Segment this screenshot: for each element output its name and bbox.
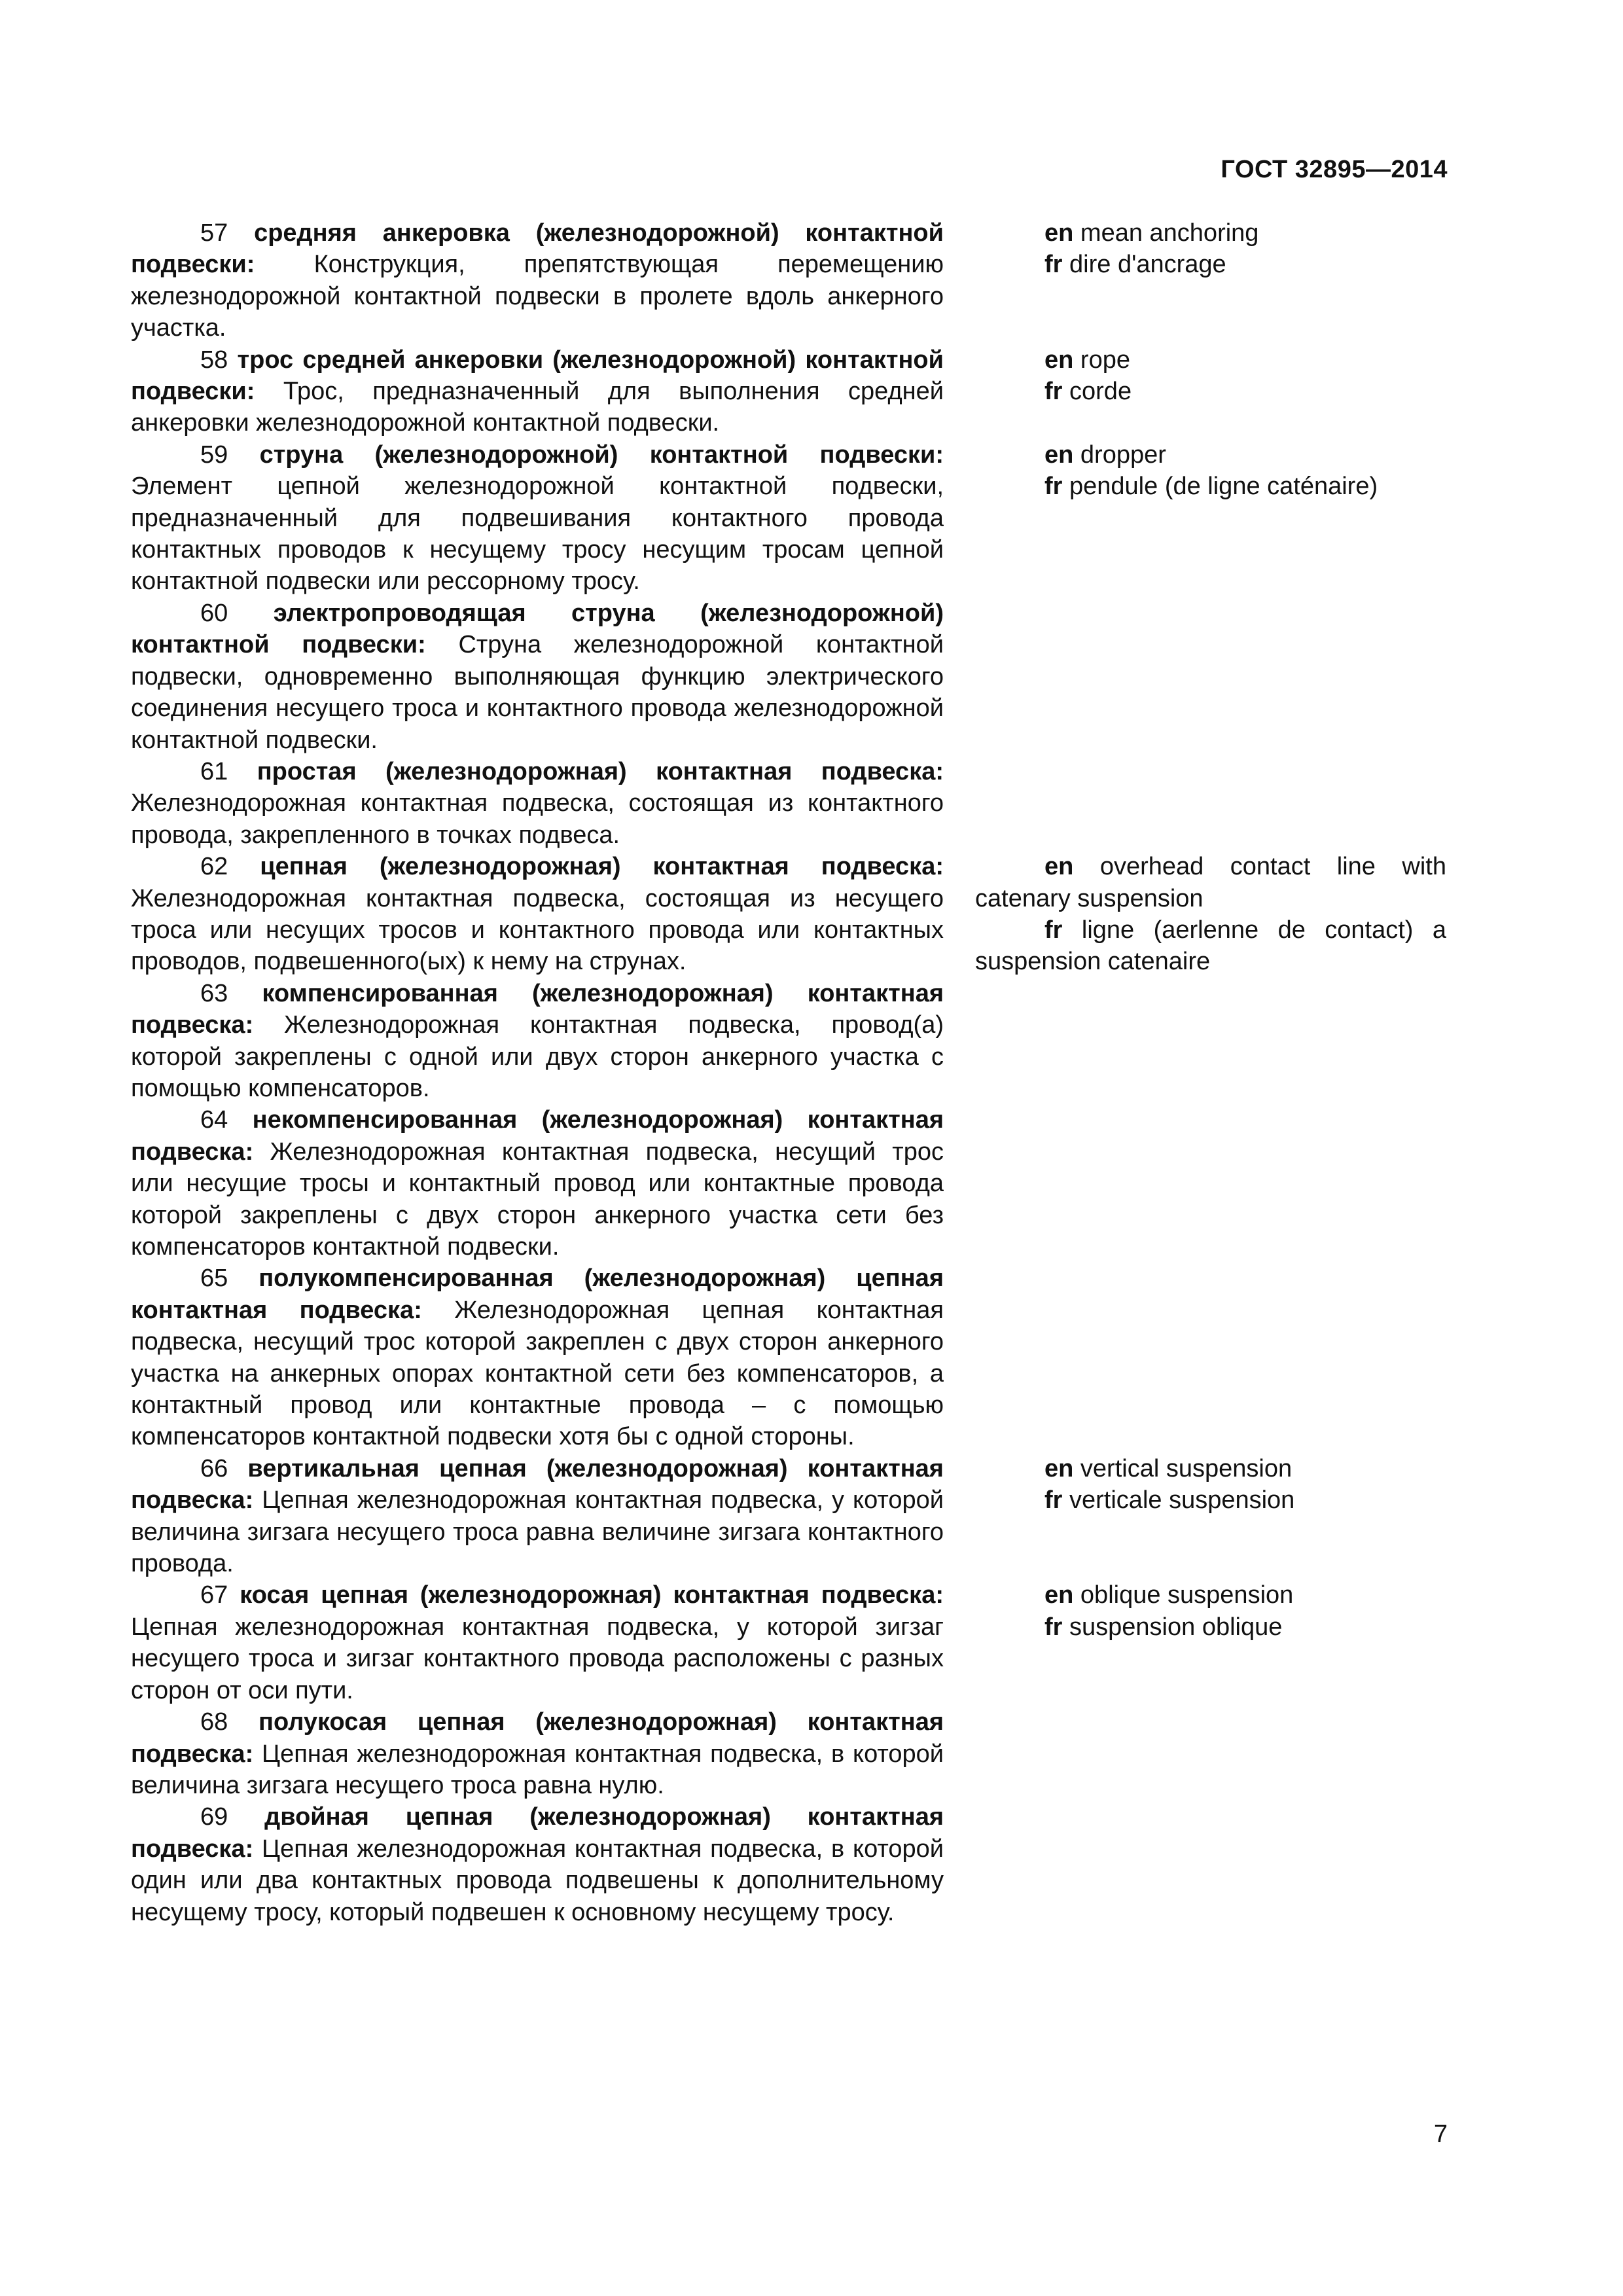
term-definition: Железнодорожная контактная подвеска, состоящая из несущего троса или несущих тросов и контактного провода или контактных проводов, подвешенного(ых) к нему на струнах. bbox=[131, 884, 944, 976]
term-name: средняя анкеровка (железнодорожной) контактной подвески: bbox=[131, 219, 944, 279]
term-definition: Железнодорожная контактная подвеска, состоящая из контактного провода, закрепленного в точках подвеса. bbox=[131, 789, 944, 849]
term-main bbox=[131, 756, 944, 851]
term-name: цепная (железнодорожная) контактная подвеска: bbox=[260, 853, 944, 881]
term-main bbox=[131, 439, 944, 598]
term-main bbox=[131, 851, 944, 978]
equivalent-fr: fr corde bbox=[1044, 378, 1132, 406]
term-entry-65 bbox=[131, 1263, 1453, 1452]
term-number: 69 bbox=[200, 1803, 228, 1831]
page-number: 7 bbox=[1433, 2121, 1448, 2148]
term-number: 67 bbox=[200, 1581, 228, 1609]
term-equivalents bbox=[975, 1579, 1446, 1643]
term-number: 62 bbox=[200, 853, 228, 881]
term-number: 68 bbox=[200, 1708, 228, 1736]
term-definition: Конструкция, препятствующая перемещению железнодорожной контактной подвески в пролете вдоль анкерного участка. bbox=[131, 251, 944, 342]
term-definition: Цепная железнодорожная контактная подвеска, у которой зигзаг несущего троса и зигзаг контактного провода расположены с разных сторон от оси пути. bbox=[131, 1613, 944, 1704]
term-definition: Железнодорожная контактная подвеска, несущий трос или несущие тросы и контактный провод или контактные провода которой закреплены с двух сторон анкерного участка сети без компенсаторов контактной подвески. bbox=[131, 1138, 944, 1261]
term-entry-67 bbox=[131, 1579, 1453, 1706]
term-main bbox=[131, 978, 944, 1105]
term-name: вертикальная цепная (железнодорожная) контактная подвеска: bbox=[131, 1454, 944, 1515]
term-name: полукосая цепная (железнодорожная) контактная подвеска: bbox=[131, 1708, 944, 1768]
equivalent-fr: fr suspension oblique bbox=[1044, 1613, 1283, 1641]
term-equivalents bbox=[975, 851, 1446, 978]
term-name: двойная цепная (железнодорожная) контактная подвеска: bbox=[131, 1803, 944, 1863]
lang-label-en: en bbox=[1044, 219, 1074, 247]
term-name: полукомпенсированная (железнодорожная) цепная контактная подвеска: bbox=[131, 1265, 944, 1324]
term-definition: Струна железнодорожной контактной подвески, одновременно выполняющая функцию электрического соединения несущего троса и контактного провода железнодорожной контактной подвески. bbox=[131, 631, 944, 754]
term-name: струна (железнодорожной) контактной подвески: bbox=[259, 440, 944, 469]
equivalent-fr: fr pendule (de ligne caténaire) bbox=[1044, 473, 1378, 501]
term-definition: Железнодорожная цепная контактная подвеска, несущий трос которой закреплен с двух сторон анкерного участка на анкерных опорах контактной сети без компенсаторов, а контактный провод или контактные провода – с помощью компенсаторов контактной подвески хотя бы с одной стороны. bbox=[131, 1296, 944, 1451]
term-definition: Железнодорожная контактная подвеска, провод(а) которой закреплены с одной или двух сторон анкерного участка с помощью компенсаторов. bbox=[131, 1011, 944, 1102]
term-number: 61 bbox=[200, 757, 228, 785]
lang-label-en: en bbox=[1044, 346, 1074, 374]
lang-label-fr: fr bbox=[1044, 1486, 1063, 1515]
term-entry-68 bbox=[131, 1706, 1453, 1801]
equivalent-en: en oblique suspension bbox=[1044, 1581, 1294, 1609]
term-equivalents bbox=[975, 1453, 1446, 1516]
term-entry-60 bbox=[131, 598, 1453, 756]
term-entry-58 bbox=[131, 344, 1453, 439]
term-main bbox=[131, 1453, 944, 1580]
term-number: 59 bbox=[200, 440, 228, 469]
equivalent-en: en rope bbox=[1044, 346, 1130, 374]
lang-label-fr: fr bbox=[1044, 378, 1063, 406]
equivalent-fr: fr verticale suspension bbox=[1044, 1486, 1295, 1515]
equivalent-fr: fr ligne (aerlenne de contact) a suspension catenaire bbox=[975, 916, 1446, 976]
lang-label-fr: fr bbox=[1044, 473, 1063, 501]
term-entry-57 bbox=[131, 217, 1453, 344]
term-name: электропроводящая струна (железнодорожной) контактной подвески: bbox=[131, 599, 944, 659]
lang-label-en: en bbox=[1044, 853, 1074, 881]
term-name: некомпенсированная (железнодорожная) контактная подвеска: bbox=[131, 1106, 944, 1166]
term-main bbox=[131, 1263, 944, 1452]
term-name: компенсированная (железнодорожная) контактная подвеска: bbox=[131, 979, 944, 1039]
lang-label-fr: fr bbox=[1044, 251, 1063, 279]
term-entry-63 bbox=[131, 978, 1453, 1105]
term-definition: Цепная железнодорожная контактная подвеска, у которой величина зигзага несущего троса равна величине зигзага контактного провода. bbox=[131, 1486, 944, 1578]
terms-list bbox=[131, 217, 1453, 1928]
term-definition: Элемент цепной железнодорожной контактной подвески, предназначенный для подвешивания контактного провода контактных проводов к несущему тросу несущим тросам цепной контактной подвески или рессорному тросу. bbox=[131, 473, 944, 596]
term-entry-59 bbox=[131, 439, 1453, 598]
term-main bbox=[131, 344, 944, 439]
term-number: 57 bbox=[200, 219, 228, 247]
term-number: 60 bbox=[200, 599, 228, 627]
term-definition: Цепная железнодорожная контактная подвеска, в которой один или два контактных провода подвешены к дополнительному несущему тросу, который подвешен к основному несущему тросу. bbox=[131, 1835, 944, 1926]
term-equivalents bbox=[975, 344, 1446, 408]
lang-label-fr: fr bbox=[1044, 916, 1063, 944]
term-number: 64 bbox=[200, 1106, 228, 1134]
lang-label-en: en bbox=[1044, 1454, 1074, 1482]
term-main bbox=[131, 1104, 944, 1263]
equivalent-en: en vertical suspension bbox=[1044, 1454, 1293, 1482]
term-number: 65 bbox=[200, 1265, 228, 1293]
lang-label-en: en bbox=[1044, 1581, 1074, 1609]
term-main bbox=[131, 217, 944, 344]
term-number: 58 bbox=[200, 346, 228, 374]
equivalent-fr: fr dire d'ancrage bbox=[1044, 251, 1226, 279]
term-number: 63 bbox=[200, 979, 228, 1007]
equivalent-en: en dropper bbox=[1044, 440, 1166, 469]
term-main bbox=[131, 1579, 944, 1706]
term-equivalents bbox=[975, 439, 1446, 503]
equivalent-en: en mean anchoring bbox=[1044, 219, 1259, 247]
term-name: трос средней анкеровки (железнодорожной) контактной подвески: bbox=[131, 346, 944, 406]
term-entry-64 bbox=[131, 1104, 1453, 1263]
term-entry-62 bbox=[131, 851, 1453, 978]
term-definition: Цепная железнодорожная контактная подвеска, в которой величина зигзага несущего троса равна нулю. bbox=[131, 1740, 944, 1799]
term-number: 66 bbox=[200, 1454, 228, 1482]
lang-label-en: en bbox=[1044, 440, 1074, 469]
term-main bbox=[131, 1706, 944, 1801]
term-name: простая (железнодорожная) контактная подвеска: bbox=[257, 757, 944, 785]
page-header-standard: ГОСТ 32895—2014 bbox=[1221, 156, 1448, 183]
term-main bbox=[131, 598, 944, 756]
term-entry-61 bbox=[131, 756, 1453, 851]
term-entry-66 bbox=[131, 1453, 1453, 1580]
term-equivalents bbox=[975, 217, 1446, 281]
term-main bbox=[131, 1801, 944, 1928]
equivalent-en: en overhead contact line with catenary suspension bbox=[975, 853, 1446, 912]
term-entry-69 bbox=[131, 1801, 1453, 1928]
lang-label-fr: fr bbox=[1044, 1613, 1063, 1641]
term-name: косая цепная (железнодорожная) контактная подвеска: bbox=[240, 1581, 944, 1609]
term-definition: Трос, предназначенный для выполнения средней анкеровки железнодорожной контактной подвески. bbox=[131, 378, 944, 437]
